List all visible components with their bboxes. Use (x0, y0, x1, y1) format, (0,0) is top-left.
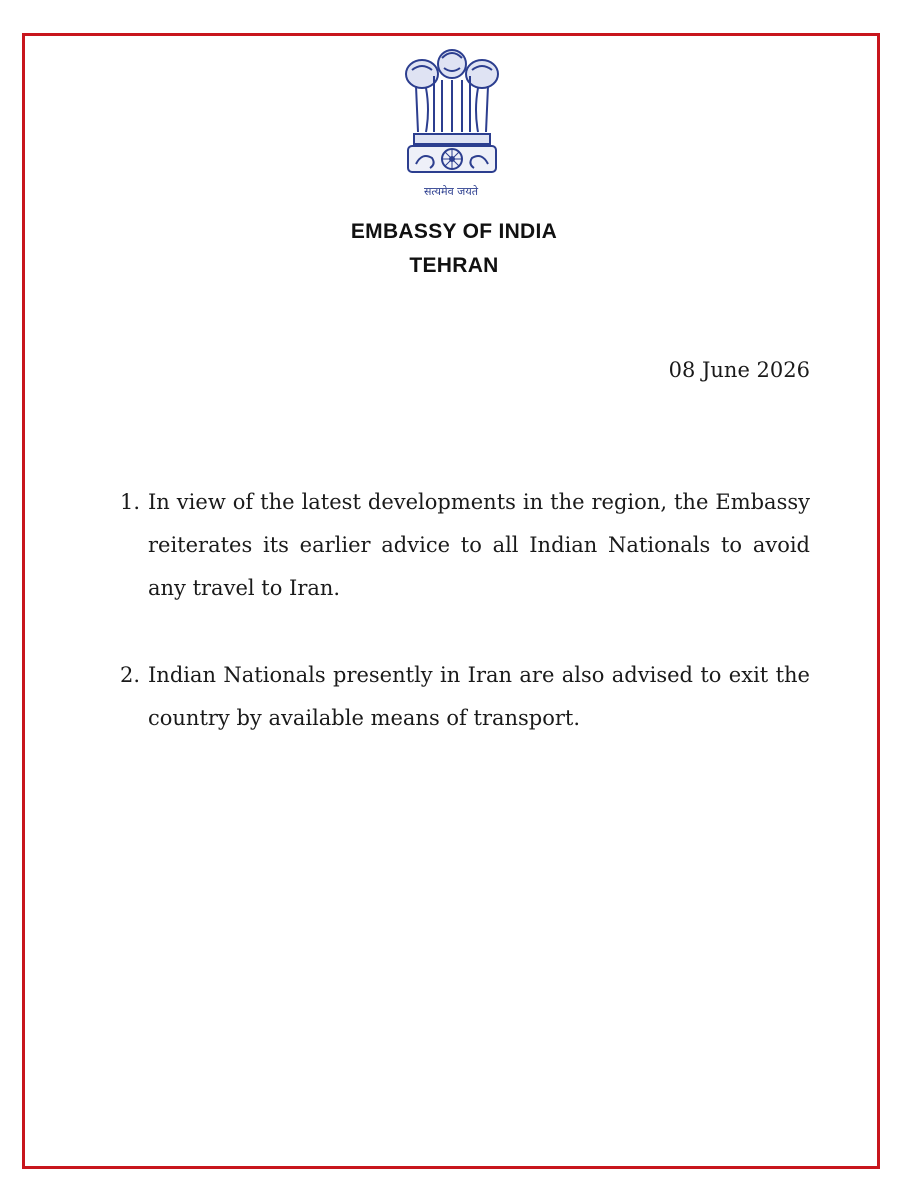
paragraph-number: 2. (120, 663, 141, 687)
national-emblem-icon (396, 40, 508, 205)
emblem-motto: सत्यमेव जयते (423, 185, 478, 198)
embassy-city: TEHRAN (409, 254, 499, 277)
paragraph-number: 1. (120, 490, 141, 514)
advisory-paragraph (120, 481, 810, 610)
advisory-paragraph (120, 654, 810, 740)
paragraph-text: In view of the latest developments in the region, the Embassy reiterates its earlier advice to all Indian Nationals to avoid any travel to Iran. (148, 490, 810, 600)
paragraph-text: Indian Nationals presently in Iran are also advised to exit the country by available means of transport. (148, 663, 810, 730)
document-date: 08 June 2026 (668, 358, 810, 382)
embassy-heading: EMBASSY OF INDIA (350, 220, 558, 243)
